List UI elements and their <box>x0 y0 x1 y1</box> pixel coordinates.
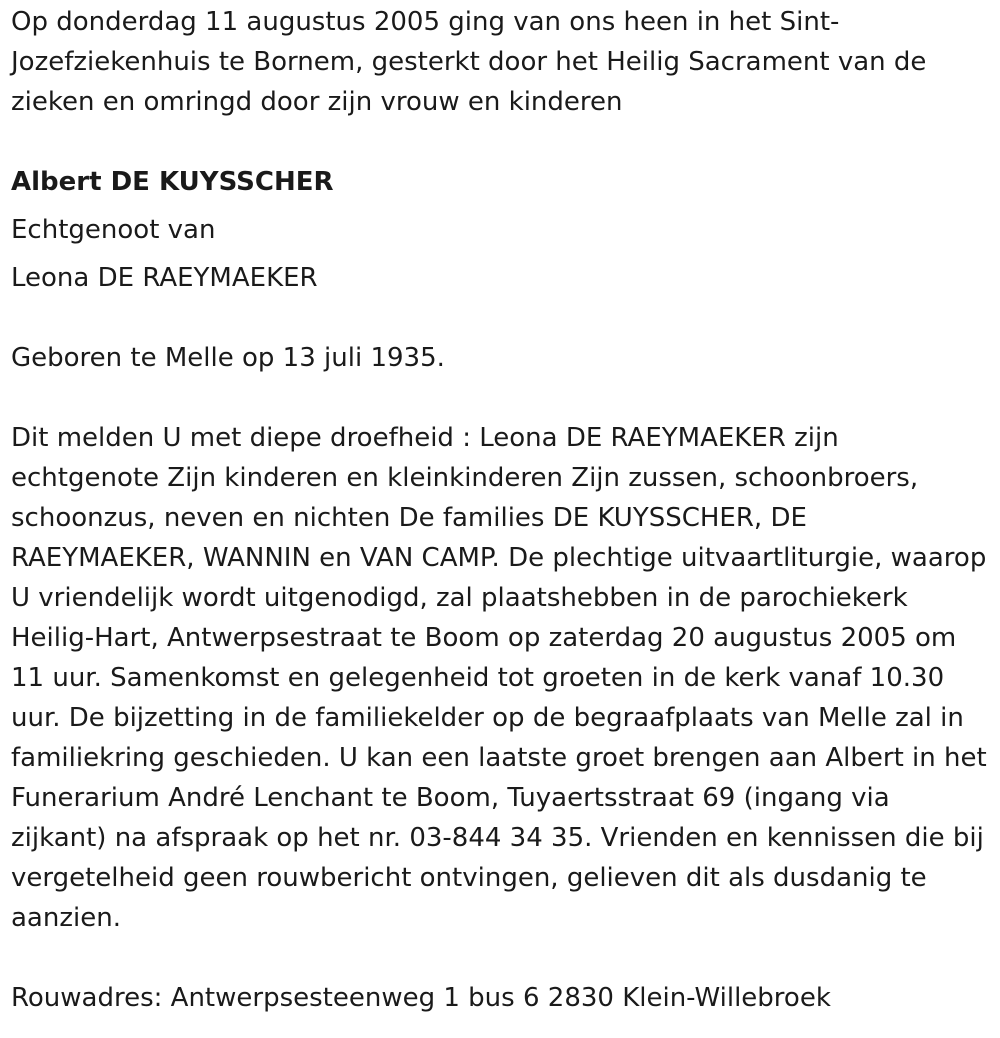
intro-paragraph: Op donderdag 11 augustus 2005 ging van ons heen in het Sint-Jozefziekenhuis te Bornem, gesterkt door het Heilig Sacrament van de zieken en omringd door zijn vrouw en kinderen <box>11 7 927 117</box>
spouse-name: Leona DE RAEYMAEKER <box>11 263 318 293</box>
spouse-label: Echtgenoot van <box>11 215 216 245</box>
announcement-paragraph: Dit melden U met diepe droefheid : Leona DE RAEYMAEKER zijn echtgenote Zijn kinderen en kleinkinderen Zijn zussen, schoonbroers, schoonzus, neven en nichten De families DE KUYSSCHER, DE RAEYMAEKER, WANNIN en VAN CAMP. De plechtige uitvaartliturgie, waarop U vriendelijk wordt uitgenodigd, zal plaatshebben in de parochiekerk Heilig-Hart, Antwerpsestraat te Boom op zaterdag 20 augustus 2005 om 11 uur. Samenkomst en gelegenheid tot groeten in de kerk vanaf 10.30 uur. De bijzetting in de familiekelder op de begraafplaats van Melle zal in familiekring geschieden. U kan een laatste groet brengen aan Albert in het Funerarium André Lenchant te Boom, Tuyaertsstraat 69 (ingang via zijkant) na afspraak op het nr. 03-844 34 35. Vrienden en kennissen die bij vergetelheid geen rouwbericht ontvingen, gelieven dit als dusdanig te aanzien. <box>11 423 987 933</box>
birth-line: Geboren te Melle op 13 juli 1935. <box>11 343 445 373</box>
death-notice <box>11 2 991 1018</box>
deceased-name: Albert DE KUYSSCHER <box>11 167 334 197</box>
mourning-address: Rouwadres: Antwerpsesteenweg 1 bus 6 2830 Klein-Willebroek <box>11 983 831 1013</box>
